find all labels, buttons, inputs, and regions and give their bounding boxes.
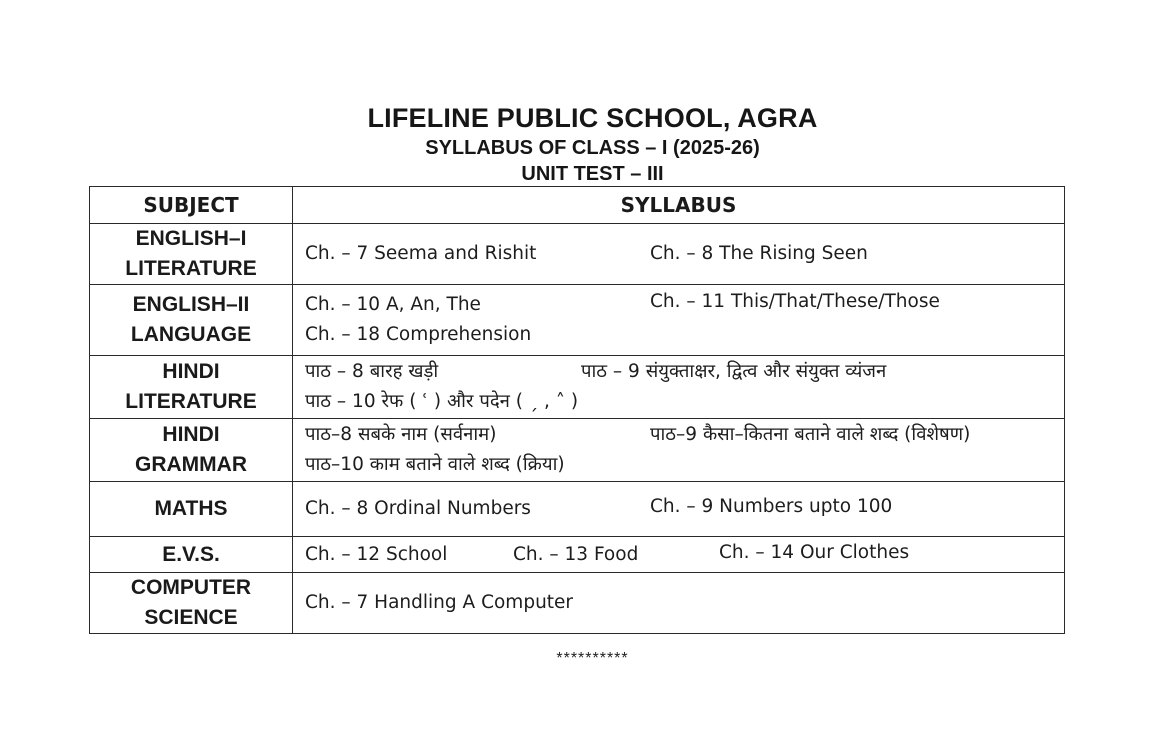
table-header-row (90, 187, 1065, 224)
syllabus-title: SYLLABUS OF CLASS – I (2025-26) (425, 137, 760, 159)
subject-line: MATHS (154, 497, 228, 520)
table-row (90, 356, 1065, 419)
syllabus-item: पाठ – 10 रेफ ( ʿ ) और पदेन ( ˏ , ˄ ) (305, 391, 579, 412)
syllabus-item: Ch. – 7 Handling A Computer (305, 592, 574, 613)
test-title: UNIT TEST – III (521, 163, 664, 185)
syllabus-item: Ch. – 11 This/That/These/Those (650, 291, 940, 312)
syllabus-cell (293, 419, 1065, 482)
table-row (90, 285, 1065, 356)
syllabus-cell (293, 537, 1065, 573)
table-row (90, 419, 1065, 482)
subject-line: E.V.S. (162, 542, 220, 566)
subject-line: LITERATURE (125, 390, 257, 413)
subject-line: GRAMMAR (135, 453, 247, 476)
syllabus-cell (293, 573, 1065, 634)
syllabus-item: Ch. – 8 The Rising Seen (650, 243, 868, 264)
table-row (90, 537, 1065, 573)
subject-line: SCIENCE (144, 606, 238, 629)
subject-line: COMPUTER (130, 576, 252, 599)
syllabus-item: Ch. – 7 Seema and Rishit (305, 243, 537, 264)
syllabus-item: Ch. – 10 A, An, The (305, 294, 481, 315)
column-header-syllabus: SYLLABUS (293, 187, 1065, 224)
subject-line: HINDI (162, 360, 220, 383)
table-row (90, 573, 1065, 634)
subject-line: LITERATURE (125, 257, 257, 280)
subject-cell (90, 573, 293, 634)
syllabus-table (89, 186, 1065, 634)
syllabus-item: Ch. – 18 Comprehension (305, 324, 532, 345)
subject-line: ENGLISH–I (135, 227, 247, 250)
footer-separator: ********** (556, 650, 629, 667)
syllabus-cell (293, 224, 1065, 285)
syllabus-item: Ch. – 8 Ordinal Numbers (305, 498, 531, 519)
subject-cell (90, 285, 293, 356)
syllabus-cell (293, 356, 1065, 419)
column-header-subject: SUBJECT (90, 187, 293, 224)
syllabus-cell (293, 285, 1065, 356)
school-name: LIFELINE PUBLIC SCHOOL, AGRA (367, 103, 818, 133)
syllabus-cell (293, 482, 1065, 537)
syllabus-item: पाठ–9 कैसा–कितना बताने वाले शब्द (विशेषण) (650, 424, 971, 445)
subject-cell (90, 482, 293, 537)
syllabus-item: पाठ–8 सबके नाम (सर्वनाम) (305, 424, 497, 445)
table-row (90, 482, 1065, 537)
syllabus-item: Ch. – 9 Numbers upto 100 (650, 496, 893, 517)
table-row (90, 224, 1065, 285)
syllabus-item: पाठ–10 काम बताने वाले शब्द (क्रिया) (305, 454, 565, 475)
syllabus-item: Ch. – 14 Our Clothes (719, 541, 910, 563)
subject-cell (90, 419, 293, 482)
syllabus-item: पाठ – 9 संयुक्ताक्षर, द्वित्व और संयुक्त व्यंजन (581, 361, 887, 382)
subject-cell (90, 356, 293, 419)
subject-cell (90, 537, 293, 573)
subject-line: HINDI (162, 423, 220, 446)
subject-line: LANGUAGE (130, 323, 252, 346)
syllabus-item: Ch. – 13 Food (513, 543, 639, 565)
syllabus-item: Ch. – 12 School (305, 543, 448, 565)
subject-line: ENGLISH–II (132, 293, 250, 316)
subject-cell (90, 224, 293, 285)
syllabus-item: पाठ – 8 बारह खड़ी (305, 361, 439, 382)
